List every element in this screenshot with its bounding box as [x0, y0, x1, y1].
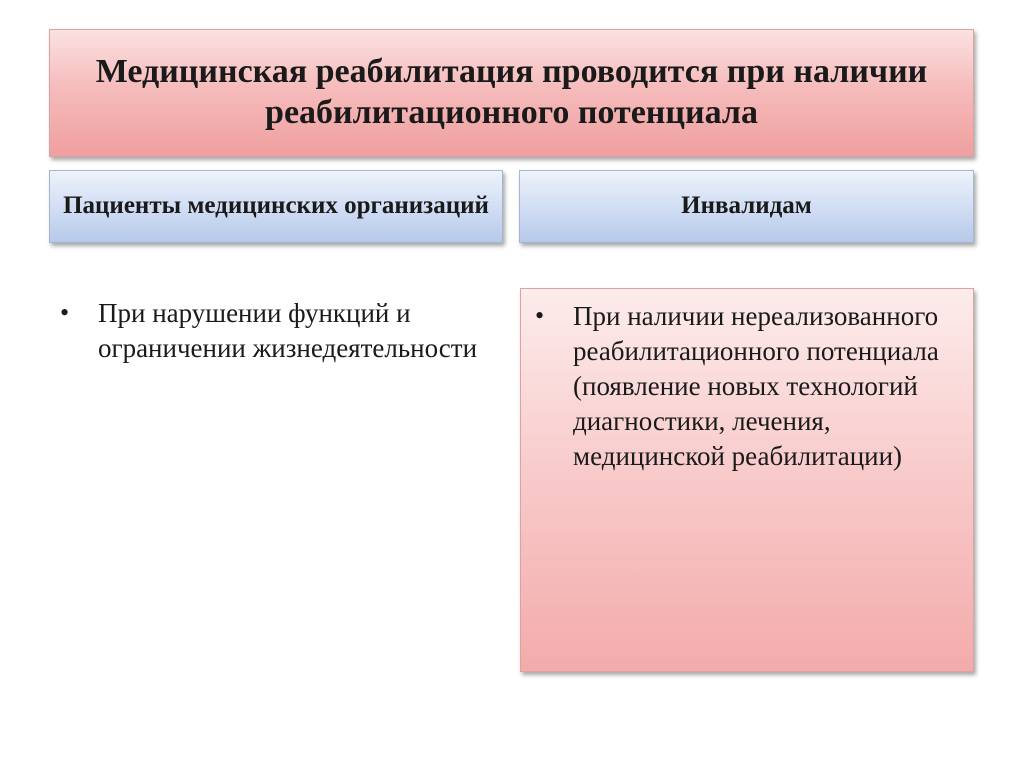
right-bullet-item — [535, 299, 955, 474]
bullet-icon: • — [60, 298, 70, 327]
tab-label: Инвалидам — [681, 192, 812, 220]
slide-title: Медицинская реабилитация проводится при наличии реабилитационного потенциала — [95, 53, 928, 131]
tab-disabled-persons — [519, 170, 974, 243]
right-bullet-text: При наличии нереализованного реабилитационного потенциала (появление новых технологий диагностики, лечения, медицинской реабилитации) — [573, 301, 939, 472]
title-banner — [49, 29, 974, 157]
left-bullet-text: При нарушении функций и ограничении жизнедеятельности — [98, 298, 478, 364]
left-bullet-item — [60, 296, 490, 366]
tab-patients-of-medical-organizations — [49, 170, 503, 243]
tab-label: Пациенты медицинских организаций — [63, 192, 489, 220]
right-content-box — [520, 288, 974, 672]
bullet-icon: • — [535, 301, 545, 330]
